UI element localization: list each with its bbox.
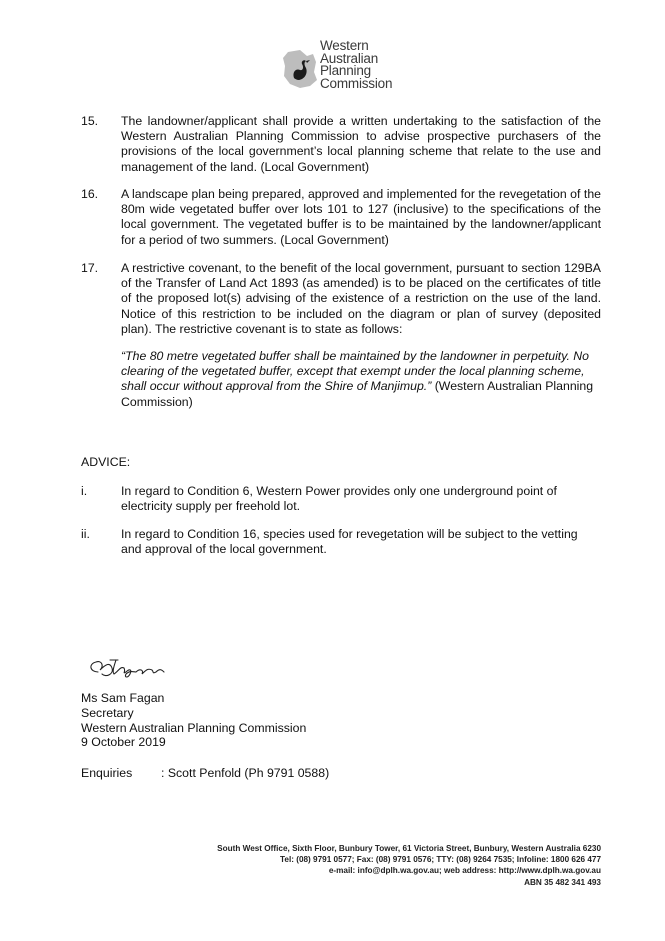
enquiries-contact: : Scott Penfold (Ph 9791 0588) — [161, 766, 330, 780]
condition-text: The landowner/applicant shall provide a written undertaking to the satisfaction of the Western Australian Planning Commission to advise prospective purchasers of the provisions of the local government’s local planning scheme that relate to the use and management of the land. (Local Government) — [121, 114, 601, 174]
logo-line: Planning — [320, 63, 371, 78]
black-swan-wa-map-icon — [280, 48, 320, 90]
signatory-organisation: Western Australian Planning Commission — [81, 720, 307, 735]
condition-number: 17. — [81, 261, 99, 275]
handwritten-signature — [84, 650, 184, 682]
logo-line: Australian — [320, 50, 379, 66]
logo-line: Western — [320, 38, 369, 53]
letter-date: 9 October 2019 — [81, 735, 166, 750]
logo-line: Commission — [320, 75, 393, 91]
advice-text: In regard to Condition 6, Western Power provides only one underground point of electricity supply per freehold lot. — [121, 484, 557, 514]
enquiries-line — [81, 766, 329, 780]
condition-number: 15. — [81, 114, 99, 128]
covenant-quote — [121, 349, 601, 410]
signatory-title: Secretary — [81, 705, 134, 720]
condition-number: 16. — [81, 187, 99, 201]
footer-address: South West Office, Sixth Floor, Bunbury Tower, 61 Victoria Street, Bunbury, Western Australia 6230 — [217, 844, 601, 853]
covenant-attribution: (Western Australian Planning Commission) — [121, 379, 594, 409]
footer-abn: ABN 35 482 341 493 — [524, 877, 601, 887]
enquiries-label: Enquiries — [81, 766, 133, 780]
advice-item — [81, 484, 601, 514]
logo-wordmark — [320, 40, 392, 90]
condition-16 — [81, 187, 601, 248]
advice-number: i. — [81, 484, 88, 498]
footer-phones: Tel: (08) 9791 0577; Fax: (08) 9791 0576; TTY: (08) 9264 7535; Infoline: 1800 626 477 — [280, 855, 601, 865]
signature-block — [81, 691, 306, 750]
advice-item — [81, 527, 601, 557]
condition-17 — [81, 261, 601, 337]
signatory-name: Ms Sam Fagan — [81, 691, 165, 705]
office-footer — [217, 843, 601, 888]
advice-text: In regard to Condition 16, species used for revegetation will be subject to the vetting and approval of the local government. — [121, 527, 578, 557]
condition-text: A landscape plan being prepared, approved and implemented for the revegetation of the 80m wide vegetated buffer over lots 101 to 127 (inclusive) to the specifications of the local government. The vegetated buffer is to be maintained by the landowner/applicant for a period of two summers. (Local Government) — [121, 187, 601, 247]
wapc-logo — [280, 38, 410, 96]
condition-text: A restrictive covenant, to the benefit of the local government, pursuant to section 129BA of the Transfer of Land Act 1893 (as amended) is to be placed on the certificates of title of the proposed lot(s) advising of the existence of a restriction on the use of the land. Notice of this restriction to be included on the diagram or plan of survey (deposited plan). The restrictive covenant is to state as follows: — [121, 261, 601, 336]
condition-15 — [81, 114, 601, 175]
advice-number: ii. — [81, 527, 90, 541]
covenant-quote-text: “The 80 metre vegetated buffer shall be maintained by the landowner in perpetuity. No clearing of the vegetated buffer, except that exempt under the local planning scheme, shall occur without approval from the Shire of Manjimup.” — [121, 349, 590, 394]
footer-web: e-mail: info@dplh.wa.gov.au; web address: http://www.dplh.wa.gov.au — [328, 866, 601, 876]
advice-heading: ADVICE: — [81, 455, 131, 469]
